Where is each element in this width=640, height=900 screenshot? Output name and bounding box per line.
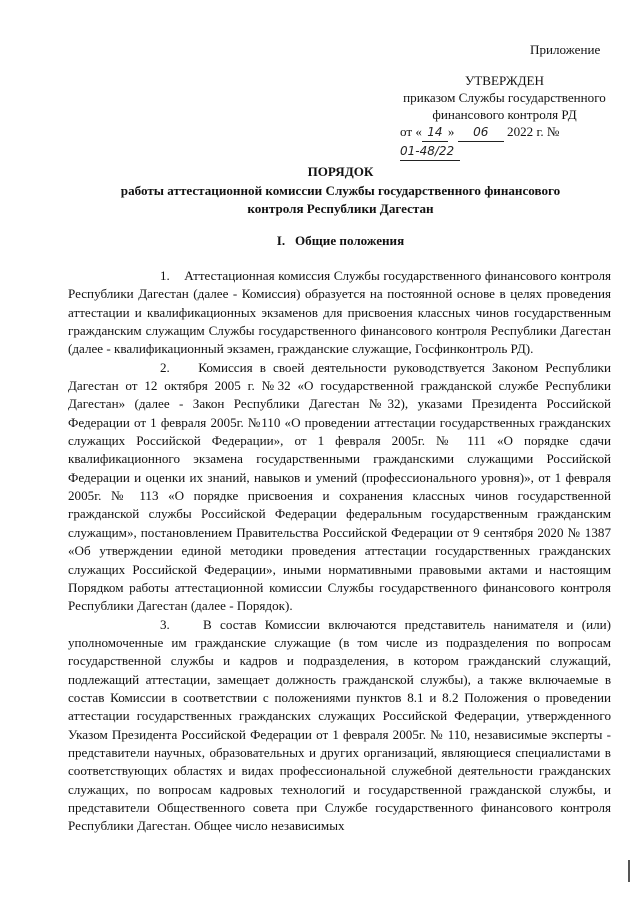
document-body (68, 267, 611, 836)
handwritten-month: 06 (458, 124, 504, 142)
paragraph-number: 1. (160, 268, 170, 283)
appendix-label: Приложение (530, 42, 601, 57)
section-number: I. (276, 233, 286, 248)
document-title (70, 163, 611, 219)
paragraph-number: 2. (160, 359, 170, 375)
date-prefix: от « (400, 124, 422, 139)
handwritten-order-number: 01-48/22 (400, 143, 460, 161)
section-name: Общие положения (294, 233, 405, 248)
handwritten-day: 14 (422, 124, 448, 142)
section-heading (70, 232, 611, 250)
scan-edge-mark (628, 860, 630, 882)
paragraph-text: В состав Комиссии включаются представитель нанимателя и (или) уполномоченные им гражданские служащие (в том числе из подразделения по вопросам государственной службы и кадров и подразделения, в котором гражданский служащий, подлежащий аттестации, замещает должность гражданской службы), а также включаемые в состав Комиссии в соответствии с положениями пунктов 8.1 и 8.2 Положения о проведении аттестации государственных гражданских служащих Российской Федерации, утвержденного Указом Президента Российской Федерации от 1 февраля 2005г. № 110, независимые эксперты - представители научных, образовательных и других организаций, являющиеся специалистами в соответствующих областях и видах профессиональной служебной деятельности гражданских служащих, по вопросам кадровых технологий и государственной гражданской службы, и представители Общественного совета при Службе государственного финансового контроля Республики Дагестан. Общее число независимых (68, 616, 611, 834)
year-text: 2022 г. № (507, 124, 560, 139)
approval-stamp-block (392, 72, 617, 161)
title-sub-1: работы аттестационной комиссии Службы государственного финансового (120, 182, 561, 198)
paragraph-text: Комиссия в своей деятельности руководствуется Законом Республики Дагестан от 12 октября 2005 г. №32 «О государственной гражданской службе Республики Дагестан» (далее - Закон Республики Дагестан №32), указами Президента Российской Федерации от 1 февраля 2005г. №110 «О проведении аттестации государственных гражданских служащих Российской Федерации», от 1 февраля 2005г. № 111 «О порядке сдачи квалификационного экзамена государственными гражданскими служащими Российской Федерации и оценки их знаний, навыков и умений (профессионального уровня)», от 1 февраля 2005г. № 113 «О порядке присвоения и сохранения классных чинов государственной гражданской службы Российской Федерации федеральным государственным гражданским служащим», постановлением Правительства Российской Федерации от 9 сентября 2020 № 1387 «Об утверждении единой методики проведения аттестации государственных гражданских служащих Российской Федерации», иными нормативными правовыми актами и настоящим Порядком работы аттестационной комиссии Службы государственного финансового контроля Республики Дагестан (далее - Порядок). (68, 359, 612, 614)
title-main: ПОРЯДОК (307, 164, 374, 179)
paragraph-3 (68, 616, 611, 836)
approved-label: УТВЕРЖДЕН (465, 73, 544, 88)
order-line-2: финансового контроля РД (432, 107, 577, 122)
paragraph-text: Аттестационная комиссия Службы государственного финансового контроля Республики Дагестан (далее - Комиссия) образуется на постоянной основе в целях проведения аттестации и квалификационных экзаменов для присвоения классных чинов государственным гражданским служащим Службы государственного финансового контроля Республики Дагестан (далее - квалификационный экзамен, гражданские служащие, Госфинконтроль РД). (68, 268, 611, 357)
order-line-1: приказом Службы государственного (403, 90, 606, 105)
paragraph-1 (68, 267, 611, 359)
paragraph-number: 3. (160, 616, 170, 632)
paragraph-2 (68, 359, 611, 616)
title-sub-2: контроля Республики Дагестан (247, 201, 434, 216)
order-date-line (392, 123, 617, 161)
date-mid: » (447, 124, 455, 139)
